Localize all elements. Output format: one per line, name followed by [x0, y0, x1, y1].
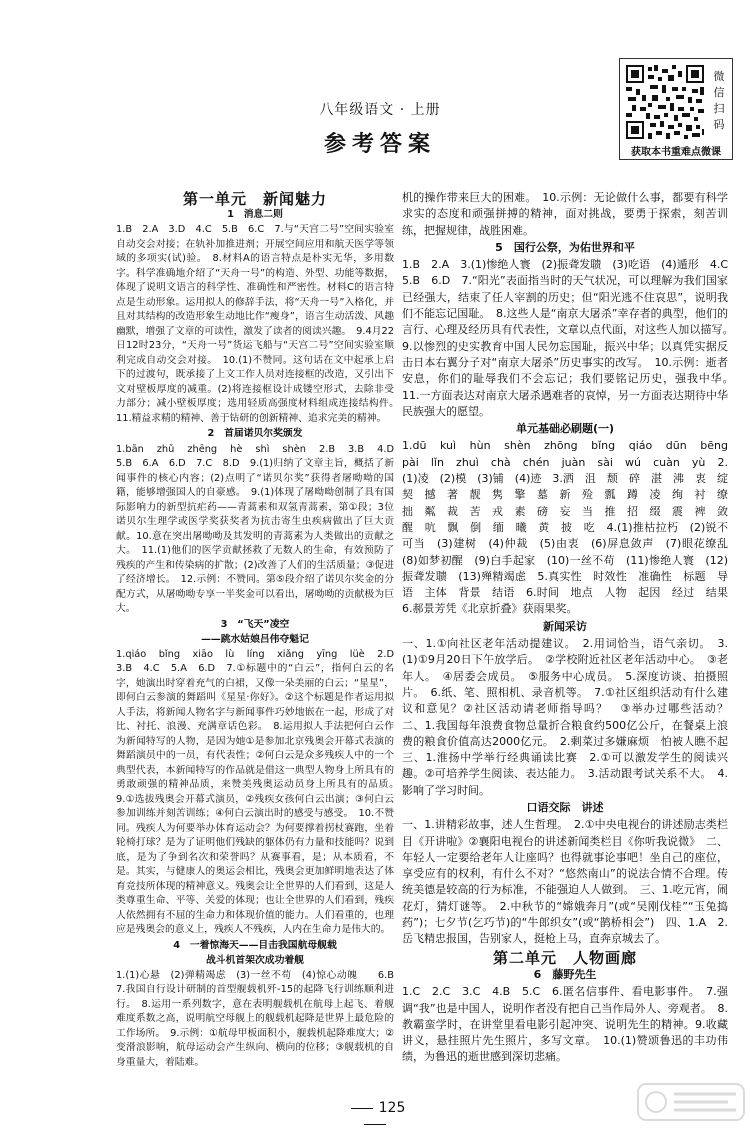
section-heading-1: 1 消息二则: [227, 208, 283, 220]
answer-paragraph-2: 1.bān zhǔ zhēng hè shì shèn 2.B 3.B 4.D 5.B 6.A 6.D 7.C 8.D 9.(1)归纳了文章主旨，概括了新闻事件的核心内容；(2)点明了“诺贝尔奖”获得者屠呦呦的国籍，能够增强国人的自豪感。 9.(1)体现了屠呦呦创制了具有国际影响力的新型抗疟药——青蒿素和双氢青蒿素，第①段；3位诺贝尔生理学或医学奖获奖者为抗击寄生虫疾病做出了巨大贡献。10.意在突出屠呦呦及其发明的青蒿素为人类做出的贡献之大。 11.(1)他们的医学贡献拯救了无数人的生命，有效预防了残疾的产生和传染病的扩散；(2)改善了人们的生活质量；③促进了经济增长。 12.示例：不赞同。第⑤段介绍了诺贝尔奖金的分配方式，从屠呦呦专享一半奖金可以看出，屠呦呦的贡献极为巨大。: [116, 443, 404, 614]
qr-code-block: [619, 58, 733, 160]
section-heading-oral: 口语交际 讲述: [526, 800, 604, 814]
section-heading-news-interview: 新闻采访: [543, 619, 587, 633]
page-number-dash-left: [351, 1108, 373, 1109]
section-heading-5: 5 国行公祭，为佑世界和平: [495, 240, 635, 254]
answer-paragraph-news-interview: 一、1.①向社区老年活动提建议。 2.用词恰当，语气亲切。 3.(1)①9月20日下午放学后。 ②学校附近社区老年活动中心。 ③老年人。 ④居委会成员。 ⑤服务中心成员。 5.深度访谈、拍摄照片。 6.纸、笔、照相机、录音机等。 7.①社区组织活动有什么建议和意见？②社区活动请老师指导吗？ ③举办过哪些活动？ 二、1.我国每年浪费食物总量折合粮食约500亿公斤，在餐桌上浪费的粮食价值高达2000亿元。 2.剩菜过多嫌麻烦 怕被人瞧不起 三、1.淮扬中学举行经典诵读比赛 2.①可以激发学生的阅读兴趣。②可培养学生阅读、表达能力。 3.活动跟考试关系不大。 4.影响了学习时间。: [402, 637, 739, 797]
section-heading-4: 4 一着惊海天——目击我国航母舰载: [173, 939, 337, 951]
right-column: [402, 190, 739, 1066]
qr-caption: 获取本书重难点微课: [631, 147, 721, 158]
section-heading-basics: 单元基础必刷题(一): [515, 422, 615, 436]
qr-code-icon: [624, 63, 706, 141]
answer-paragraph-3: 1.qiáo bǐng xiāo lù líng xiǎng yīng lüè 2.D 3.B 4.C 5.A 6.D 7.①标题中的“白云”，指何白云的名字，她演出时穿着充气的白裙，又像一朵美丽的白云；“星星”，即何白云参演的舞蹈叫《星星·你好》。②这个标题是作者运用拟人手法，将新闻人物名字与新闻事件巧妙地嵌在一起，形成了对比、衬托、浪漫、充满章话色彩。 8.运用拟人手法把何白云作为新闻特写的人物，是因为她①是参加北京残奥会开幕式表演的舞蹈演员中的一员，有代表性；②何白云是众多残疾人中的一个典型代表，本新闻特写的作品就是借这一典型人物身上所具有的勇敢顽强的精神品质，来赞美残奥运动员身上所具有的品质。 9.①选拔残奥会开幕式演员，②残疾女孩何白云出演；③何白云参加训练并刻苦训练；④何白云演出时的感受与感受。 10.不赞同。残疾人为何要举办体育运动会？为何要撑着拐杖赛跑，坐着轮椅打球？是为了证明他们残缺的躯体仍有力量和技能吗？说到底，是为了争到名次和荣誉吗？从赛事看，是；从本质看，不是。其实，与健康人的奥运会相比，残奥会更加鲜明地表达了体育竞技所体现的精神意义。残奥会让全世界的人们看到，这是人类尊重生命、平等、关爱的体现；也让全世界的人们看到，残疾人依然拥有不屈的生命力和体现价值的能力。人们看重的，也理应是残奥会的意义上，残疾人不残疾，人内在生命力是伟大的。: [116, 648, 404, 935]
section-heading-6: 6 藤野先生: [533, 967, 597, 981]
answer-paragraph-1: 1.B 2.A 3.D 4.C 5.B 6.C 7.与“天宫二号”空间实验室自动交会对接；在轨补加推进剂；开展空间应用和航天医学等领域的多项实(试)验。 8.材料A的语言特点是朴实无华，多用数字。科学准确地介绍了“天舟一号”的构造、外型、功能等数据，体现了说明文语言的科学性、准确性和严密性。材料C的语言特点是生动形象。运用拟人的修辞手法，将“天舟一号”入格化，并且对其结构的改造形象生动地比作“瘦身”，语言生动活泼、风趣幽默，增强了文章的可读性，激发了读者的阅读兴趣。 9.4月22日12时23分，“天舟一号”货运飞船与“天宫二号”空间实验室顺利完成自动交会对接。 10.(1)不赞同。这句话在文中起承上启下的过渡句，既承接了上文工作人员对连接框的改造，又引出下文对壁板厚度的减重。(2)将连接框设计成镂空形式，去除非受力部分；减小壁板厚度；选用轻质高强度材料组成连接结构件。 11.精益求精的精神、善于钻研的创新精神、追求完美的精神。: [116, 224, 404, 424]
answer-paragraph-oral: 一、1.讲精彩故事，述人生哲理。 2.①中央电视台的讲述励志类栏目《开讲啦》②襄阳电视台的讲述新闻类栏目《你听我说微》 二、年轻人一定要给老年人让座吗？也得就事论事吧！坐自己的座位，享受应有的权利，有什么不对？“悠然南山”的说法合情不合理。传统美德是较高的行为标准，不能强迫人人做到。 三、1.吃元宵，闹花灯，猜灯谜等。 2.中秋节的“嫦娥奔月”(或“吴刚伐桂”“玉兔捣药”)；七夕节(乞巧节)的“牛郎织女”(或“鹊桥相会”) 四、1.A 2.岳飞精忠报国，告别家人，挺枪上马，直奔京城去了。: [402, 818, 728, 946]
left-column: [116, 190, 404, 1070]
page-number: 125: [330, 1100, 420, 1132]
answer-paragraph-continued: 机的操作带来巨大的困难。 10.示例：无论做什么事，都要有科学求实的态度和顽强拼搏的精神，面对挑战，要勇于探索，刻苦训练，把握规律，战胜困难。: [402, 191, 728, 237]
answer-paragraph-5: 1.B 2.A 3.(1)惨绝人寰 (2)振聋发聩 (3)吃语 (4)遁形 4.C 5.B 6.D 7.“阳光”表面指当时的天气状况，可以理解为我们国家已经强大，结束了任人宰割的历史；但“阳光逃不住哀思”，说明我们不能忘记国耻。 8.这些人是“南京大屠杀”幸存者的典型，他们的言行、心理及经历具有代表性，文章以点代面，对这些人加以描写。 9.以惨烈的史实教育中国人民勿忘国耻，振兴中华；以真凭实据反击日本右翼分子对“南京大屠杀”历史事实的改写。 10.示例：逝者安息，你们的耻辱我们不会忘记；我们要铭记历史，强我中华。 11.一方面表达对南京大屠杀遇难者的哀悼，另一方面表达期待中华民族强大的愿望。: [402, 258, 739, 418]
section-subheading-4: 战斗机首架次成功着舰: [206, 955, 304, 966]
answer-paragraph-basics: 1.dū kuì hùn shèn zhōng bǐng qiáo dūn bēng pài lǐn zhuì chà chén juàn sài wú cuàn yù 2.(1)凌 (2)模 (3)铺 (4)迹 3.洒 沮 颓 碎 湛 沸 衷 绽 契 撼 著 靓 隽 擎 墓 新 殓 瓢 蹲 凌 绚 衬 缭 拙 粼 裁 苦 戎 素 磅 妄 当 推 招 缀 震 裨 敛 醒 吭 飘 倒 缅 曦 黄 披 吃 4.(1)推枯拉朽 (2)锐不可当 (3)建树 (4)仲裁 (5)由衷 (6)屏息敛声 (7)眼花缭乱 (8)如梦初醒 (9)白手起家 (10)一丝不苟 (11)惨绝人寰 (12)振聋发聩 (13)殚精竭虑 5.真实性 时效性 准确性 标题 导语 主体 背景 结语 6.时间 地点 人物 起因 经过 结果 6.郝景芳凭《北京折叠》获雨果奖。: [402, 439, 739, 616]
answer-paragraph-6: 1.C 2.C 3.C 4.B 5.C 6.匿名信事件、看电影事件。 7.强调“我”也是中国人，说明作者没有把自己当作局外人、旁观者。 8.教霸蛮学时，在讲堂里看电影引起冲突、说明先生的精神。9.收藏讲义，悬挂照片先生照片，多写文章。 10.(1)赞颂鲁迅的丰功伟绩，为鲁迅的逝世感到深切悲痛。: [402, 985, 728, 1064]
section-heading-2: 2 首届诺贝尔奖颁发: [207, 428, 303, 439]
page-header-subtitle: 八年级语文 · 上册: [319, 102, 441, 118]
unit-heading-1: 第一单元 新闻魅力: [182, 190, 327, 208]
section-heading-3: 3 “飞天”凌空: [220, 618, 290, 630]
qr-side-text: 微 信 扫 码: [713, 70, 725, 131]
section-subheading-3: ——跳水姑娘吕伟夺魁记: [201, 634, 309, 645]
watermark-logo-icon: [636, 1080, 746, 1124]
page-title: 参考答案: [323, 132, 436, 157]
unit-heading-2: 第二单元 人物画廊: [492, 948, 637, 967]
page-number-dash-right: [364, 1124, 386, 1125]
answer-paragraph-4: 1.(1)心悬 (2)弹精竭虑 (3)一丝不苟 (4)惊心动魄 6.B 7.我国自行设计研制的首型舰载机歼-15的起降飞行训练顺利进行。 8.运用一系列数字，意在表明舰载机在航母上起飞、着舰难度系数之高，说明航空母舰上的舰载机起降是世界上最危险的工作场所。 9.示例：①航母甲板面积小，舰载机起降难度大；②变滑浪影响，航母运动会产生纵向、横向的位移；③舰载机的自身重量大，着陆难。: [116, 969, 404, 1068]
